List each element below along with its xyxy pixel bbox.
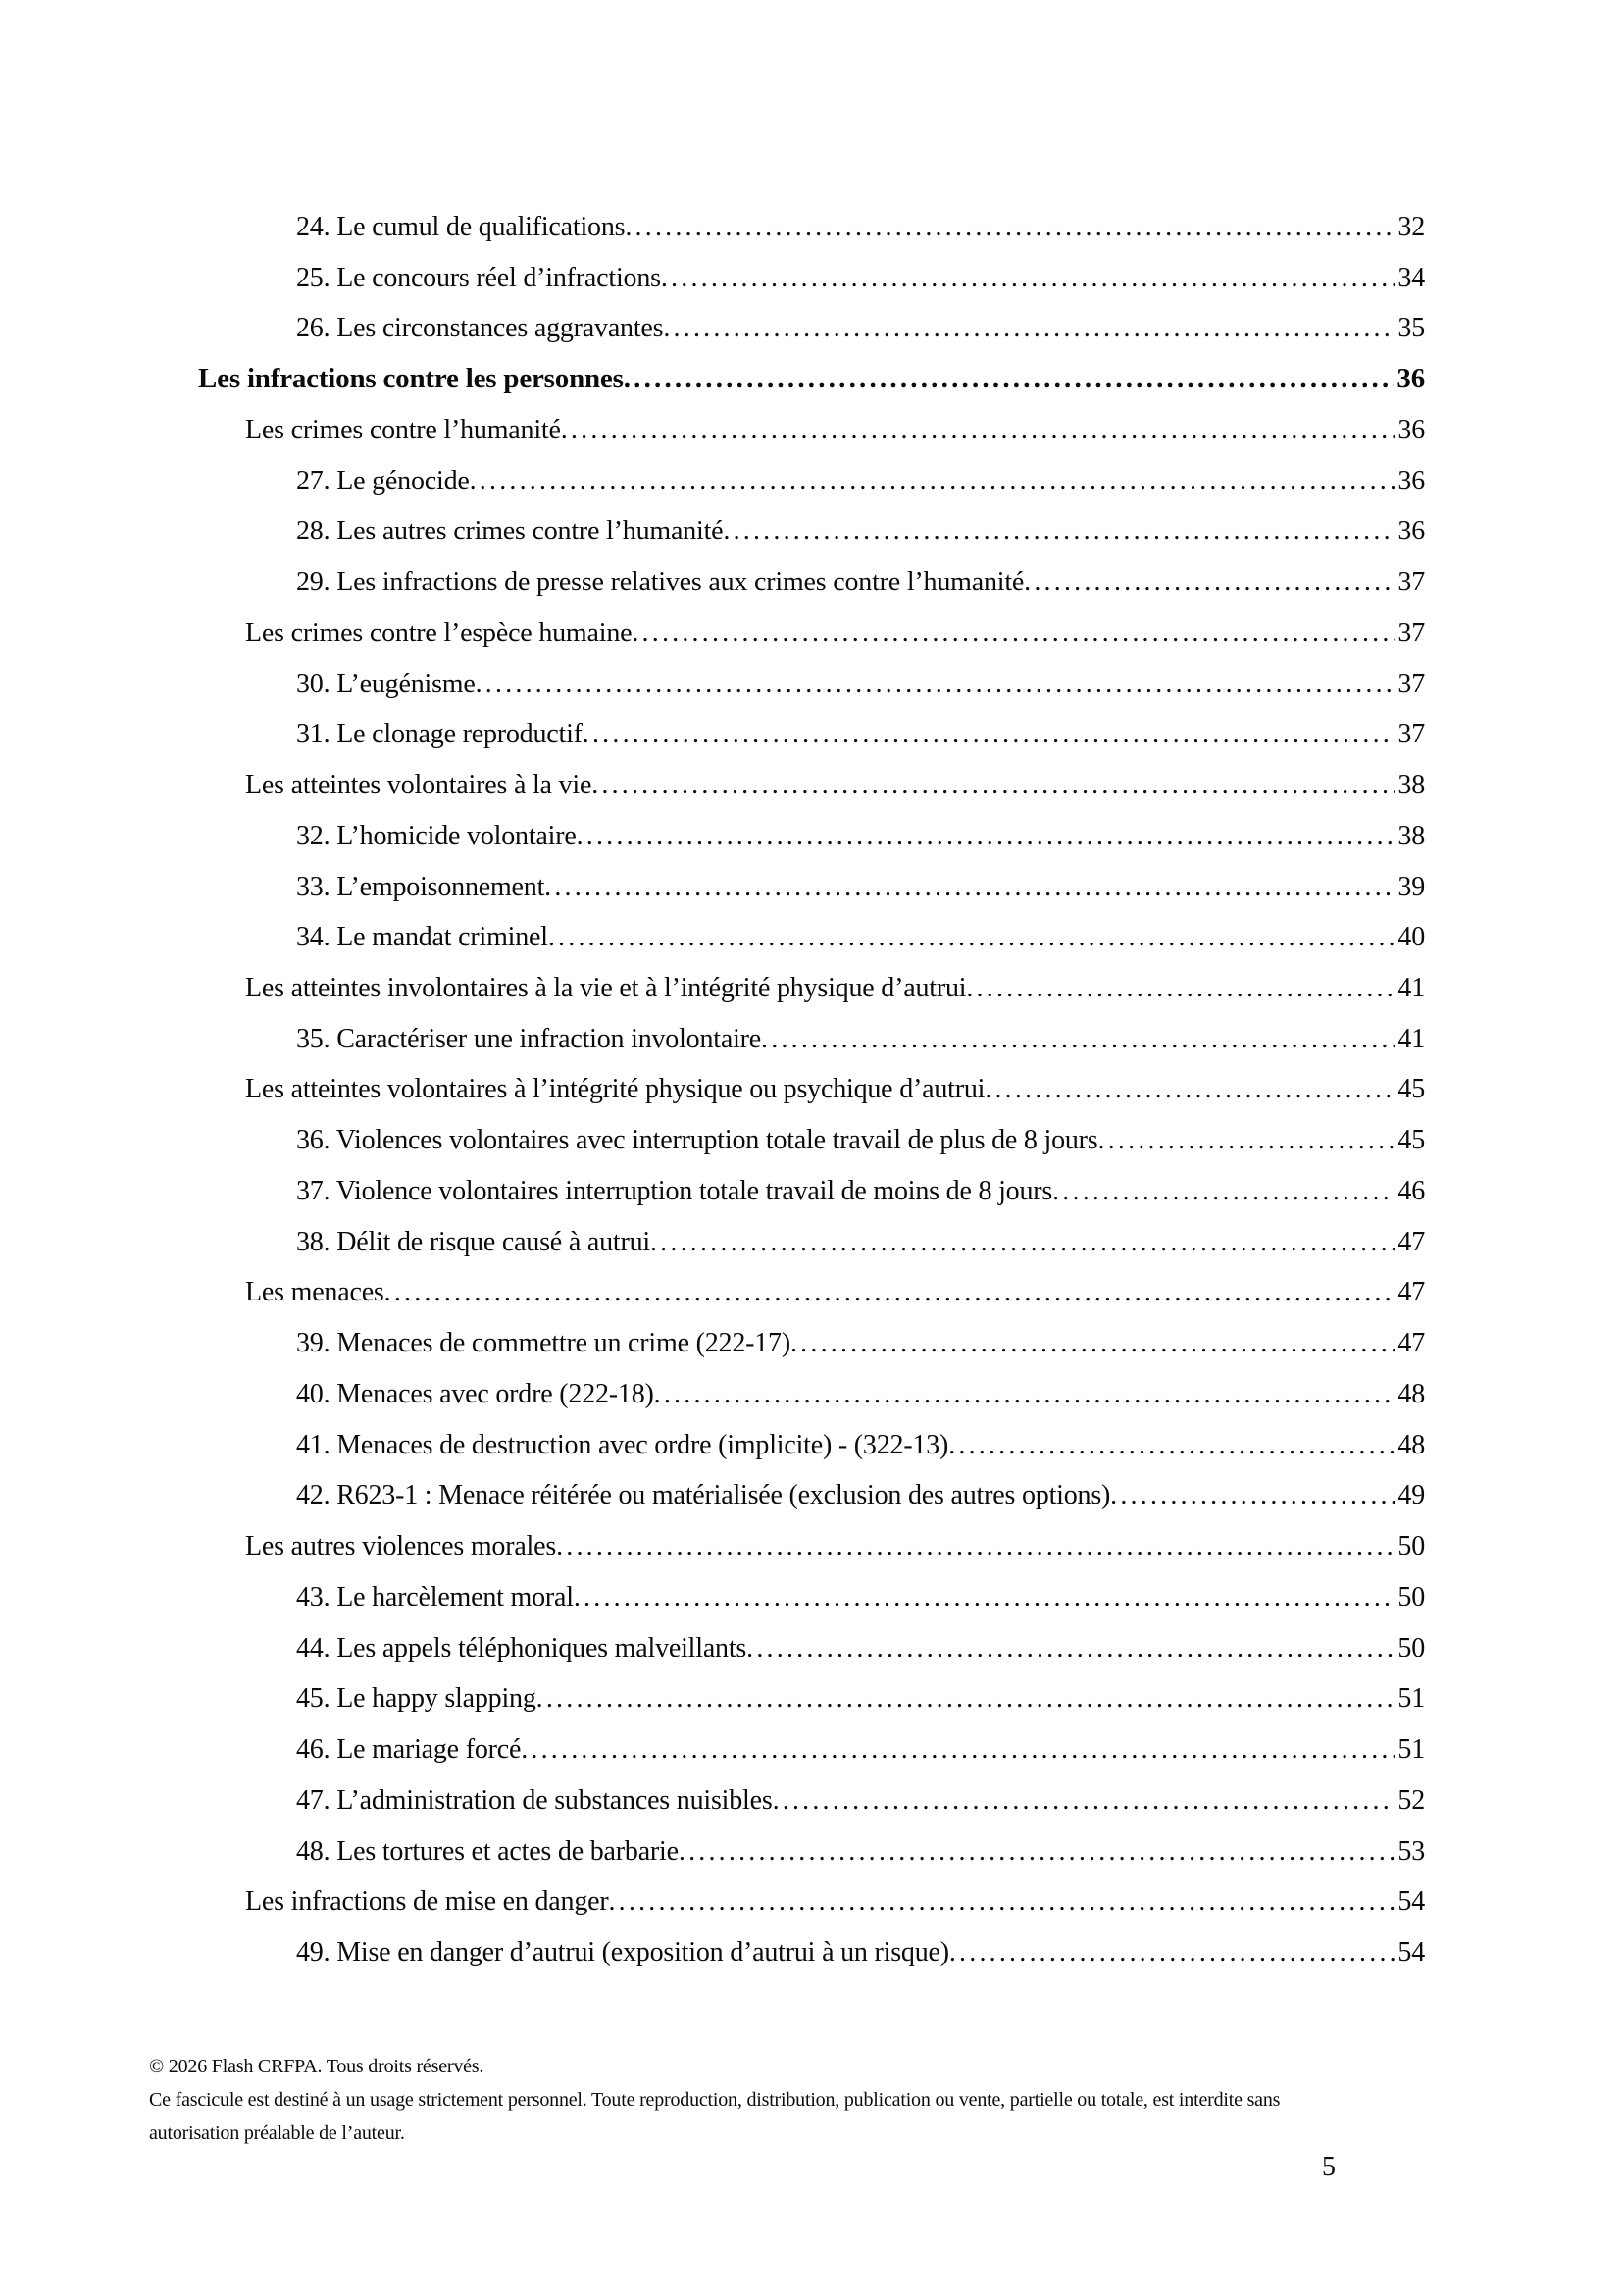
- toc-entry: [198, 1267, 1425, 1318]
- dot-leader: [761, 1014, 1395, 1065]
- toc-entry-page-number: 32: [1397, 212, 1425, 242]
- toc-entry-page-number: 37: [1397, 617, 1425, 648]
- toc-entry-label: Les infractions contre les personnes: [198, 363, 624, 395]
- toc-entry-label: 45. Le happy slapping: [296, 1683, 536, 1714]
- dot-leader: [654, 1369, 1396, 1420]
- toc-entry-page-number: 37: [1397, 719, 1425, 750]
- toc-entry-page-number: 47: [1397, 1226, 1425, 1257]
- toc-entry-page-number: 53: [1397, 1835, 1425, 1866]
- toc-entry-label: 41. Menaces de destruction avec ordre (implicite) - (322-13): [296, 1429, 949, 1460]
- toc-entry-label: Les crimes contre l’espèce humaine: [245, 617, 633, 648]
- toc-entry-label: 31. Le clonage reproductif: [296, 719, 583, 750]
- toc-entry-page-number: 50: [1397, 1531, 1425, 1562]
- dot-leader: [723, 506, 1395, 557]
- toc-entry-page-number: 50: [1397, 1581, 1425, 1612]
- toc-entry: [198, 912, 1425, 963]
- toc-entry-page-number: 41: [1397, 973, 1425, 1004]
- footer-copyright: © 2026 Flash CRFPA. Tous droits réservés.: [149, 2056, 484, 2077]
- toc-entry: [198, 811, 1425, 862]
- dot-leader: [521, 1724, 1395, 1775]
- toc-entry-page-number: 48: [1397, 1429, 1425, 1460]
- toc-entry: [198, 1166, 1425, 1217]
- toc-entry: [198, 506, 1425, 557]
- dot-leader: [679, 1826, 1396, 1877]
- toc-entry: [198, 1826, 1425, 1877]
- toc-entry-page-number: 50: [1397, 1632, 1425, 1663]
- toc-entry-page-number: 46: [1397, 1175, 1425, 1206]
- toc-entry-label: 24. Le cumul de qualifications: [296, 212, 626, 242]
- toc-entry: [198, 659, 1425, 710]
- toc-entry-page-number: 45: [1397, 1074, 1425, 1105]
- toc-entry-label: 33. L’empoisonnement: [296, 871, 545, 902]
- toc-entry-label: 40. Menaces avec ordre (222-18): [296, 1378, 654, 1409]
- toc-entry: [198, 456, 1425, 507]
- dot-leader: [650, 1217, 1395, 1268]
- toc-entry-label: Les atteintes volontaires à l’intégrité physique ou psychique d’autrui: [245, 1074, 986, 1105]
- toc-entry-label: 30. L’eugénisme: [296, 668, 476, 699]
- toc-entry-page-number: 34: [1397, 262, 1425, 293]
- dot-leader: [548, 912, 1396, 963]
- toc-entry-page-number: 40: [1397, 922, 1425, 953]
- toc-entry: [198, 1623, 1425, 1674]
- toc-entry-page-number: 54: [1397, 1936, 1425, 1967]
- dot-leader: [476, 659, 1396, 710]
- dot-leader: [583, 709, 1396, 760]
- dot-leader: [556, 1521, 1395, 1572]
- dot-leader: [591, 760, 1395, 811]
- dot-leader: [632, 608, 1395, 659]
- toc-entry: [198, 1014, 1425, 1065]
- toc-entry-page-number: 49: [1397, 1480, 1425, 1511]
- toc-entry-label: 32. L’homicide volontaire: [296, 820, 577, 851]
- toc-entry-page-number: 52: [1397, 1784, 1425, 1815]
- toc-entry: [198, 1064, 1425, 1115]
- toc-entry: [198, 405, 1425, 456]
- toc-entry-label: 47. L’administration de substances nuisibles: [296, 1784, 773, 1815]
- dot-leader: [746, 1623, 1395, 1674]
- dot-leader: [625, 202, 1395, 253]
- toc-entry-page-number: 37: [1397, 668, 1425, 699]
- toc-entry: [198, 253, 1425, 304]
- dot-leader: [574, 1572, 1396, 1623]
- toc-entry: [198, 1115, 1425, 1166]
- toc-entry: [198, 1927, 1425, 1978]
- toc-entry: [198, 709, 1425, 760]
- toc-entry: [198, 1318, 1425, 1369]
- footer-notice-line-2: autorisation préalable de l’auteur.: [149, 2122, 405, 2144]
- toc-entry-page-number: 47: [1397, 1328, 1425, 1359]
- toc-entry: [198, 1775, 1425, 1826]
- toc-entry-label: 37. Violence volontaires interruption totale travail de moins de 8 jours: [296, 1175, 1053, 1206]
- toc-entry-label: Les crimes contre l’humanité: [245, 414, 561, 445]
- toc-entry-page-number: 51: [1397, 1683, 1425, 1714]
- toc-entry-page-number: 38: [1397, 820, 1425, 851]
- dot-leader: [790, 1318, 1395, 1369]
- toc-entry: [198, 303, 1425, 354]
- toc-entry-label: 48. Les tortures et actes de barbarie: [296, 1835, 679, 1866]
- toc-entry-page-number: 36: [1396, 363, 1425, 395]
- table-of-contents: [198, 202, 1425, 1978]
- page-footer: [149, 2050, 1280, 2150]
- dot-leader: [561, 405, 1396, 456]
- toc-entry: [198, 1420, 1425, 1471]
- toc-entry-page-number: 36: [1397, 414, 1425, 445]
- dot-leader: [1052, 1166, 1395, 1217]
- dot-leader: [985, 1064, 1395, 1115]
- toc-entry-label: 39. Menaces de commettre un crime (222-17): [296, 1328, 790, 1359]
- footer-notice-line-1: Ce fascicule est destiné à un usage strictement personnel. Toute reproduction, distribution, publication ou vente, partielle ou totale, est interdite sans: [149, 2089, 1281, 2111]
- dot-leader: [773, 1775, 1396, 1826]
- toc-entry: [198, 202, 1425, 253]
- toc-entry: [198, 1673, 1425, 1724]
- toc-entry-label: 44. Les appels téléphoniques malveillants: [296, 1632, 747, 1663]
- toc-entry-page-number: 36: [1397, 516, 1425, 547]
- dot-leader: [1098, 1115, 1396, 1166]
- toc-entry-page-number: 45: [1397, 1125, 1425, 1156]
- toc-entry: [198, 1724, 1425, 1775]
- toc-entry-label: Les autres violences morales: [245, 1531, 557, 1562]
- toc-entry-page-number: 36: [1397, 465, 1425, 496]
- toc-entry-page-number: 37: [1397, 567, 1425, 598]
- dot-leader: [624, 354, 1395, 405]
- toc-entry-label: Les atteintes volontaires à la vie: [245, 770, 592, 801]
- toc-entry: [198, 354, 1425, 405]
- toc-entry-page-number: 39: [1397, 871, 1425, 902]
- toc-entry: [198, 1217, 1425, 1268]
- page-number: 5: [1322, 2152, 1336, 2182]
- toc-entry: [198, 557, 1425, 608]
- toc-entry-page-number: 35: [1397, 313, 1425, 344]
- toc-entry: [198, 760, 1425, 811]
- dot-leader: [577, 811, 1396, 862]
- toc-entry: [198, 1369, 1425, 1420]
- dot-leader: [949, 1927, 1396, 1978]
- toc-entry-label: 27. Le génocide: [296, 465, 470, 496]
- toc-entry-label: 38. Délit de risque causé à autrui: [296, 1226, 650, 1257]
- dot-leader: [544, 862, 1395, 913]
- toc-entry-page-number: 51: [1397, 1734, 1425, 1765]
- dot-leader: [1024, 557, 1395, 608]
- dot-leader: [536, 1673, 1396, 1724]
- toc-entry: [198, 862, 1425, 913]
- dot-leader: [470, 456, 1396, 507]
- toc-entry-label: 46. Le mariage forcé: [296, 1734, 522, 1765]
- toc-entry-label: 26. Les circonstances aggravantes: [296, 313, 664, 344]
- dot-leader: [966, 963, 1395, 1014]
- toc-entry-label: 29. Les infractions de presse relatives aux crimes contre l’humanité: [296, 567, 1025, 598]
- toc-entry: [198, 1876, 1425, 1927]
- toc-entry-page-number: 48: [1397, 1378, 1425, 1409]
- toc-entry-label: Les menaces: [245, 1277, 384, 1308]
- toc-entry-page-number: 54: [1397, 1886, 1425, 1917]
- toc-entry-label: 49. Mise en danger d’autrui (exposition d’autrui à un risque): [296, 1936, 949, 1967]
- dot-leader: [608, 1876, 1395, 1927]
- toc-entry: [198, 963, 1425, 1014]
- toc-entry-page-number: 47: [1397, 1277, 1425, 1308]
- dot-leader: [384, 1267, 1396, 1318]
- toc-entry-label: 34. Le mandat criminel: [296, 922, 548, 953]
- toc-entry: [198, 608, 1425, 659]
- toc-entry-label: 43. Le harcèlement moral: [296, 1581, 574, 1612]
- toc-entry-page-number: 41: [1397, 1023, 1425, 1054]
- toc-entry-label: 28. Les autres crimes contre l’humanité: [296, 516, 724, 547]
- toc-entry: [198, 1521, 1425, 1572]
- dot-leader: [1110, 1470, 1395, 1521]
- toc-entry-label: 35. Caractériser une infraction involontaire: [296, 1023, 762, 1054]
- toc-entry: [198, 1470, 1425, 1521]
- toc-entry-label: 25. Le concours réel d’infractions: [296, 262, 661, 293]
- toc-entry-page-number: 38: [1397, 770, 1425, 801]
- toc-entry-label: 42. R623-1 : Menace réitérée ou matérialisée (exclusion des autres options): [296, 1480, 1111, 1511]
- toc-entry-label: Les atteintes involontaires à la vie et à l’intégrité physique d’autrui: [245, 973, 967, 1004]
- toc-entry: [198, 1572, 1425, 1623]
- dot-leader: [663, 303, 1395, 354]
- dot-leader: [948, 1420, 1395, 1471]
- toc-entry-label: 36. Violences volontaires avec interruption totale travail de plus de 8 jours: [296, 1125, 1098, 1156]
- toc-entry-label: Les infractions de mise en danger: [245, 1886, 609, 1917]
- dot-leader: [661, 253, 1396, 304]
